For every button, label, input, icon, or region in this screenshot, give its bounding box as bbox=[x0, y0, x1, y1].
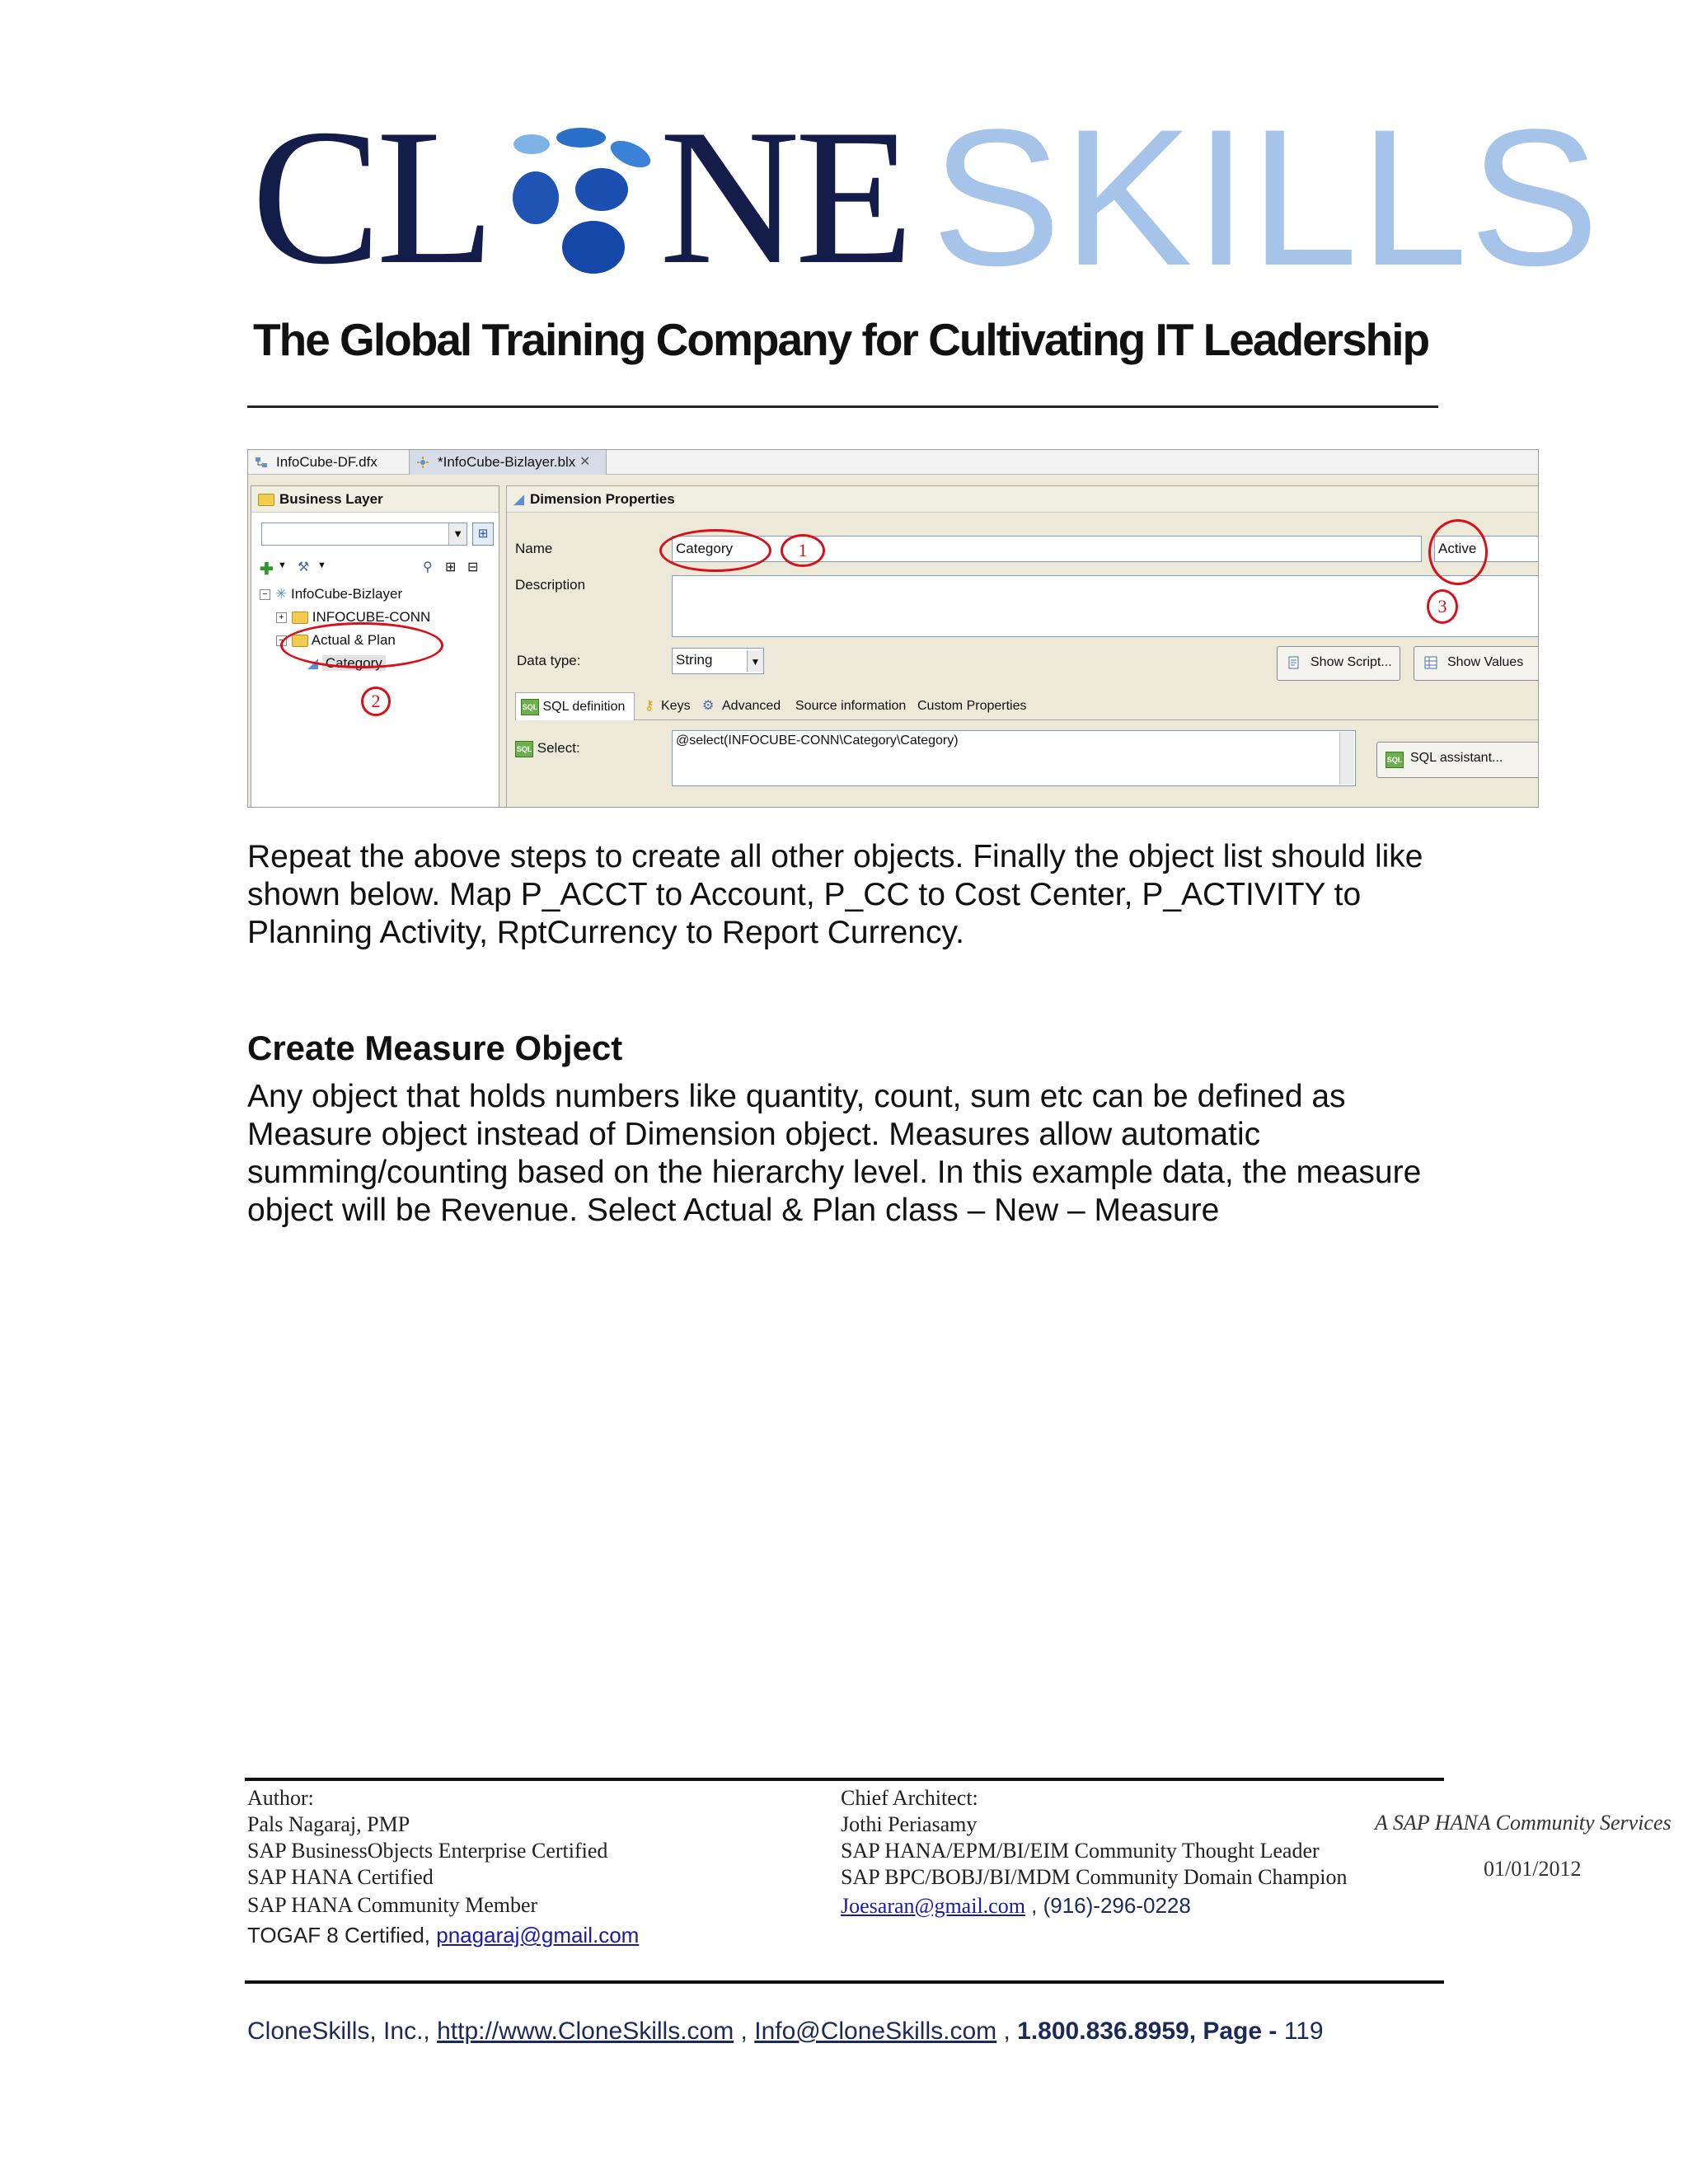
filter-icon[interactable]: ⊞ bbox=[472, 523, 494, 546]
chevron-down-icon[interactable]: ▼ bbox=[278, 560, 287, 570]
name-field[interactable]: Category bbox=[672, 536, 1422, 562]
annotation-number: 2 bbox=[361, 687, 391, 716]
business-layer-pane bbox=[251, 485, 499, 808]
measure-paragraph: Any object that holds numbers like quantity, count, sum etc can be defined as Measure object instead of Dimension object. Measures allow automatic summing/counting based on the hierarchy level. In this example data, the measure object will be Revenue. Select Actual & Plan class – New – Measure bbox=[247, 1079, 1422, 1228]
close-icon[interactable]: ✕ bbox=[579, 455, 591, 469]
name-label: Name bbox=[515, 541, 553, 556]
editor-tab-bar bbox=[248, 450, 1538, 475]
sql-icon: SQL bbox=[1386, 752, 1404, 768]
sql-assistant-button[interactable] bbox=[1376, 742, 1539, 778]
collapse-icon[interactable]: − bbox=[260, 589, 270, 600]
select-label-text: Select: bbox=[537, 740, 580, 756]
tree-item-label: INFOCUBE-CONN bbox=[312, 609, 431, 625]
togaf-text: TOGAF 8 Certified, bbox=[247, 1923, 437, 1947]
logo-text-cl: CL bbox=[251, 90, 490, 305]
folder-icon bbox=[292, 612, 308, 624]
architect-phone: , (916)-296-0228 bbox=[1025, 1893, 1191, 1918]
tree-item-label: InfoCube-Bizlayer bbox=[290, 586, 403, 602]
annotation-number: 1 bbox=[781, 534, 825, 567]
author-togaf bbox=[247, 1922, 639, 1948]
tab-infocube-df[interactable] bbox=[248, 450, 409, 475]
select-label bbox=[515, 740, 580, 757]
annotation-number: 3 bbox=[1427, 589, 1458, 624]
tab-infocube-bizlayer[interactable] bbox=[409, 450, 607, 475]
architect-role: SAP HANA/EPM/BI/EIM Community Thought Leader bbox=[841, 1839, 1320, 1863]
tagline: The Global Training Company for Cultivating IT Leadership bbox=[253, 314, 1429, 365]
annotation-ellipse bbox=[280, 622, 443, 668]
footer-bottom-rule bbox=[245, 1980, 1444, 1984]
author-email-link[interactable]: pnagaraj@gmail.com bbox=[436, 1923, 640, 1947]
logo-text-skills: SKILLS bbox=[931, 89, 1601, 307]
button-label: Show Script... bbox=[1311, 655, 1392, 669]
bizlayer-icon bbox=[416, 456, 429, 469]
website-link[interactable]: http://www.CloneSkills.com bbox=[437, 2018, 734, 2045]
expand-all-icon[interactable]: ⊞ bbox=[445, 560, 457, 574]
designer-screenshot bbox=[247, 449, 1539, 808]
tab-label: *InfoCube-Bizlayer.blx bbox=[438, 454, 576, 470]
collapse-icon[interactable]: − bbox=[276, 635, 287, 646]
sql-icon: SQL bbox=[521, 699, 539, 715]
service-label: A SAP HANA Community Services bbox=[1375, 1811, 1672, 1835]
annotation-ellipse bbox=[1428, 519, 1488, 585]
tab-keys[interactable] bbox=[643, 692, 691, 720]
dimension-icon: ◢ bbox=[307, 655, 319, 671]
folder-icon bbox=[258, 494, 274, 506]
tools-icon[interactable]: ⚒ bbox=[298, 560, 310, 574]
annotation-ellipse bbox=[659, 529, 771, 572]
pane-title: Business Layer bbox=[279, 491, 383, 507]
architect-contact bbox=[841, 1892, 1191, 1919]
dimension-icon: ◢ bbox=[513, 491, 525, 507]
footer-top-rule bbox=[245, 1778, 1444, 1781]
search-icon[interactable]: ⚲ bbox=[423, 560, 433, 574]
pane-title: Dimension Properties bbox=[530, 491, 675, 507]
select-sql-field[interactable]: @select(INFOCUBE-CONN\Category\Category) bbox=[672, 730, 1356, 786]
pane-toolbar bbox=[260, 559, 495, 579]
datatype-label: Data type: bbox=[517, 653, 581, 668]
tab-label: InfoCube-DF.dfx bbox=[276, 454, 377, 470]
tree-root[interactable] bbox=[260, 585, 402, 603]
chevron-down-icon[interactable]: ▼ bbox=[448, 523, 467, 545]
datatype-select[interactable] bbox=[672, 648, 764, 674]
author-name: Pals Nagaraj, PMP bbox=[247, 1812, 410, 1836]
author-cert: SAP HANA Certified bbox=[247, 1865, 434, 1889]
header-divider bbox=[247, 405, 1438, 408]
tab-source-information[interactable] bbox=[795, 692, 906, 720]
page-footer bbox=[247, 2018, 1324, 2046]
tab-label: Custom Properties bbox=[917, 699, 1027, 713]
sql-icon: SQL bbox=[515, 741, 533, 757]
chevron-down-icon[interactable]: ▼ bbox=[747, 650, 763, 672]
tree-item-label: Actual & Plan bbox=[311, 632, 396, 648]
button-label: SQL assistant... bbox=[1410, 751, 1503, 765]
dataflow-icon bbox=[255, 456, 268, 469]
subtab-bar bbox=[515, 692, 1539, 720]
separator: , bbox=[996, 2018, 1018, 2045]
values-icon bbox=[1424, 656, 1437, 669]
bizlayer-icon: ✳ bbox=[275, 586, 288, 602]
tab-label: Advanced bbox=[722, 699, 781, 713]
dimension-properties-header bbox=[507, 486, 1539, 513]
datatype-value: String bbox=[676, 652, 713, 668]
chevron-down-icon[interactable]: ▼ bbox=[317, 560, 326, 570]
expand-icon[interactable]: + bbox=[276, 612, 287, 623]
tab-label: Source information bbox=[795, 699, 907, 713]
button-label: Show Values bbox=[1447, 655, 1524, 669]
dimension-properties-pane bbox=[506, 485, 1539, 808]
description-field[interactable] bbox=[672, 575, 1539, 637]
script-icon bbox=[1287, 656, 1301, 669]
architect-heading: Chief Architect: bbox=[841, 1786, 978, 1810]
logo-text-ne: NE bbox=[659, 90, 909, 305]
instructions-paragraph: Repeat the above steps to create all other objects. Finally the object list should like shown below. Map P_ACCT to Account, P_CC to Cost Center, P_ACTIVITY to Planning Activity, RptCurrency to Report Currency. bbox=[247, 839, 1423, 950]
add-icon[interactable]: ✚ bbox=[260, 560, 274, 579]
tab-sql-definition[interactable] bbox=[515, 692, 635, 720]
architect-role: SAP BPC/BOBJ/BI/MDM Community Domain Champion bbox=[841, 1865, 1348, 1889]
business-layer-header bbox=[251, 486, 499, 513]
phone-page: 1.800.836.8959, Page - bbox=[1017, 2018, 1284, 2045]
description-label: Description bbox=[515, 577, 586, 593]
scrollbar[interactable] bbox=[1339, 732, 1354, 785]
cloneskills-logo bbox=[251, 89, 1601, 307]
key-icon: ⚷ bbox=[645, 699, 654, 713]
logo-dots-icon bbox=[499, 128, 663, 276]
tree-item-label: Category bbox=[322, 655, 386, 671]
section-heading: Create Measure Object bbox=[247, 1029, 623, 1067]
author-cert: SAP BusinessObjects Enterprise Certified bbox=[247, 1839, 608, 1863]
advanced-icon: ⚙ bbox=[702, 699, 715, 713]
email-link[interactable]: Info@CloneSkills.com bbox=[754, 2018, 997, 2045]
architect-name: Jothi Periasamy bbox=[841, 1812, 978, 1836]
collapse-all-icon[interactable]: ⊟ bbox=[467, 560, 479, 574]
separator: , bbox=[734, 2018, 755, 2045]
tab-advanced[interactable] bbox=[701, 692, 781, 720]
show-script-button[interactable] bbox=[1277, 646, 1400, 681]
author-heading: Author: bbox=[247, 1786, 314, 1810]
company-name: CloneSkills, Inc., bbox=[247, 2018, 438, 2045]
status-field[interactable]: Active bbox=[1434, 536, 1539, 562]
tab-label: Keys bbox=[661, 699, 691, 713]
architect-email-link[interactable]: Joesaran@gmail.com bbox=[841, 1894, 1025, 1918]
page-number: 119 bbox=[1283, 2018, 1324, 2045]
tab-custom-properties[interactable] bbox=[917, 692, 1027, 720]
layer-filter-combo[interactable] bbox=[261, 523, 467, 546]
footer-date: 01/01/2012 bbox=[1484, 1857, 1582, 1881]
tab-label: SQL definition bbox=[542, 700, 626, 714]
author-member: SAP HANA Community Member bbox=[247, 1893, 538, 1917]
show-values-button[interactable] bbox=[1414, 646, 1539, 681]
